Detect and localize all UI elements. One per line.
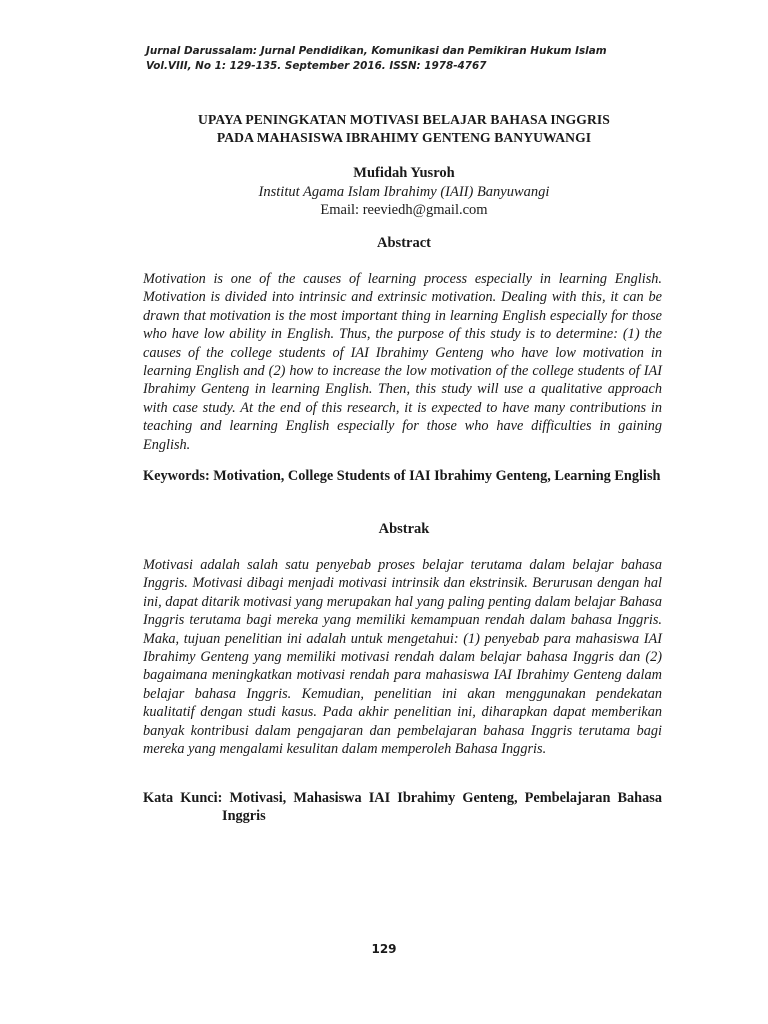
- author-name: Mufidah Yusroh: [353, 165, 455, 181]
- author-affiliation: Institut Agama Islam Ibrahimy (IAII) Banyuwangi: [258, 183, 550, 200]
- abstrak-heading: Abstrak: [378, 521, 430, 537]
- abstract-body: Motivation is one of the causes of learning process especially in learning English. Motivation is divided into intrinsic and extrinsic motivation. Dealing with this, it can be drawn that motivation is the most important thing in learning English especially for those who have low ability in English. Thus, the purpose of this study is to determine: (1) the causes of the college students of IAI Ibrahimy Genteng who have low motivation in learning English and (2) how to increase the low motivation of the college students of IAI Ibrahimy Genteng in learning English. Then, this study will use a qualitative approach with case study. At the end of this research, it is expected to have many contributions in teaching and learning English especially for those who have difficulties in gaining English.: [143, 271, 662, 453]
- keywords: Keywords: Motivation, College Students of IAI Ibrahimy Genteng, Learning English: [143, 468, 661, 484]
- author-email: Email: reeviedh@gmail.com: [320, 202, 488, 218]
- journal-volume-info: Vol.VIII, No 1: 129-135. September 2016. ISSN: 1978-4767: [146, 59, 487, 72]
- kata-kunci: Kata Kunci: Motivasi, Mahasiswa IAI Ibrahimy Genteng, Pembelajaran Bahasa Inggris: [143, 790, 662, 825]
- author-block: [140, 164, 668, 220]
- page-number: 129: [371, 942, 397, 956]
- paper-title-line-2: PADA MAHASISWA IBRAHIMY GENTENG BANYUWANGI: [216, 130, 592, 145]
- abstrak-body: Motivasi adalah salah satu penyebab proses belajar terutama dalam belajar bahasa Inggris. Motivasi dibagi menjadi motivasi intrinsik dan ekstrinsik. Berurusan dengan hal ini, dapat ditarik motivasi yang merupakan hal yang paling penting dalam belajar Bahasa Inggris terutama bagi mereka yang memiliki kemampuan rendah dalam bahasa Inggris. Maka, tujuan penelitian ini adalah untuk mengetahui: (1) penyebab para mahasiswa IAI Ibrahimy Genteng yang memiliki motivasi rendah dalam belajar bahasa Inggris dan (2) bagaimana meningkatkan motivasi rendah para mahasiswa IAI Ibrahimy Genteng dalam belajar bahasa Inggris. Kemudian, penelitian ini akan menggunakan pendekatan kualitatif dengan studi kasus. Pada akhir penelitian ini, diharapkan dapat memberikan banyak kontribusi dalam pengajaran dan pembelajaran bahasa Inggris terutama bagi mereka yang mengalami kesulitan dalam memperoleh Bahasa Inggris.: [143, 557, 662, 758]
- paper-title: [140, 111, 668, 147]
- abstract-heading: Abstract: [377, 235, 431, 251]
- journal-header: [146, 44, 666, 73]
- paper-title-line-1: UPAYA PENINGKATAN MOTIVASI BELAJAR BAHASA INGGRIS: [198, 112, 610, 127]
- journal-name: Jurnal Darussalam: Jurnal Pendidikan, Komunikasi dan Pemikiran Hukum Islam: [146, 45, 607, 57]
